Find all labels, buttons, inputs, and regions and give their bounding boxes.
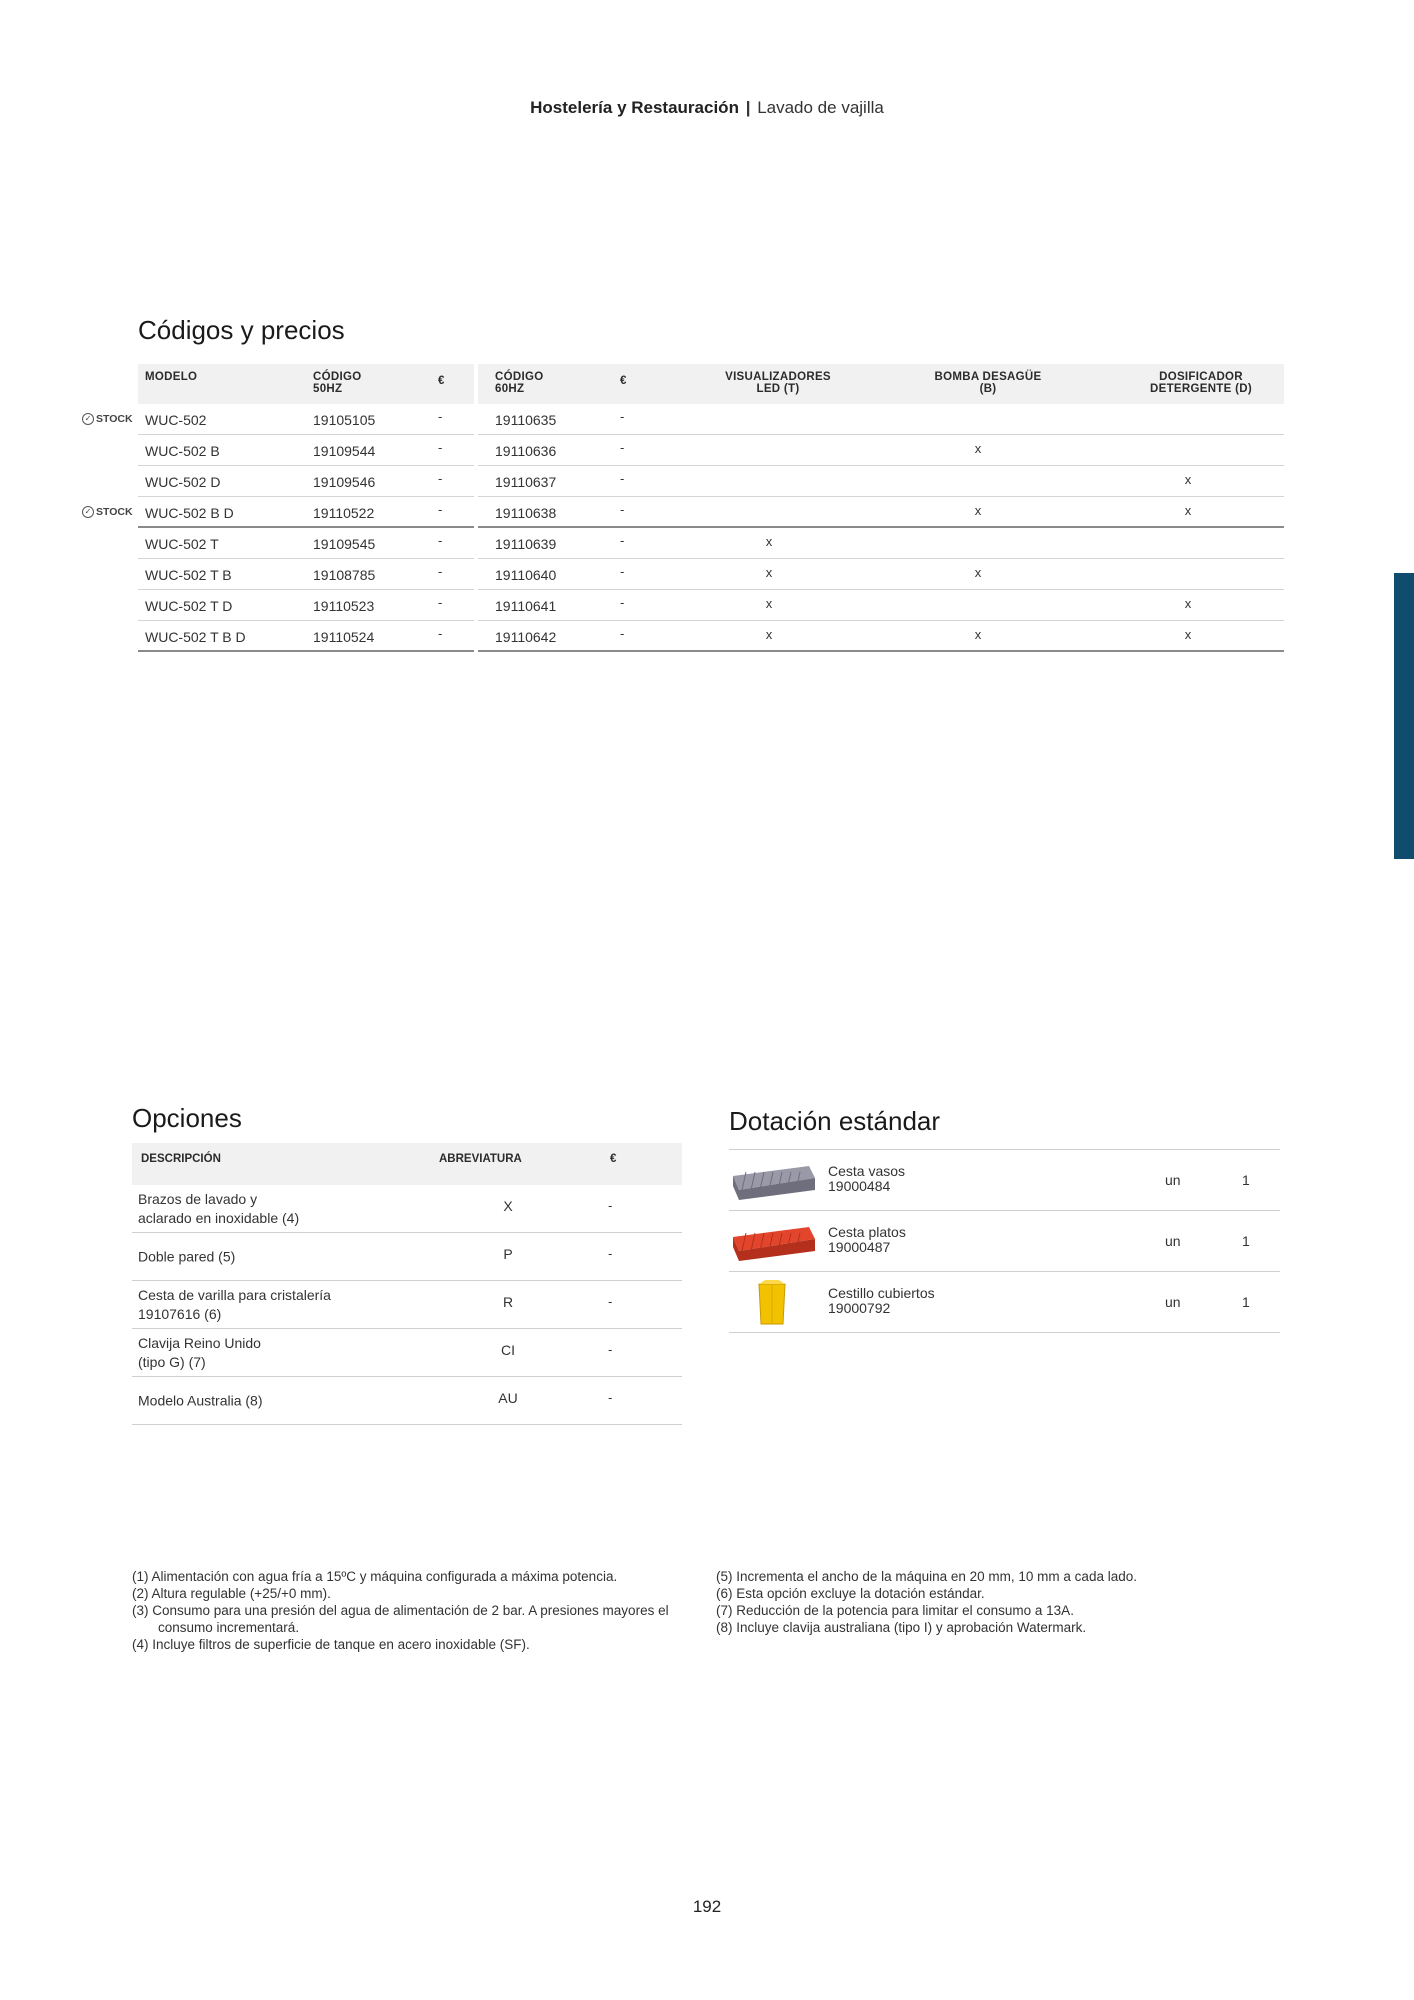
code-60hz-cell: 19110640: [495, 567, 557, 583]
code-50hz-cell: 19109544: [313, 443, 376, 459]
standard-item-row: [729, 1150, 1280, 1211]
option-row: [132, 1185, 682, 1233]
footnote: (3) Consumo para una presión del agua de alimentación de 2 bar. A presiones mayores el: [132, 1603, 669, 1618]
item-unit: un: [1165, 1294, 1181, 1310]
item-quantity: 1: [1242, 1233, 1250, 1249]
standard-item-row: [729, 1272, 1280, 1333]
stock-label: STOCK: [96, 413, 133, 425]
option-description: [138, 1286, 398, 1324]
standard-item-name: [828, 1225, 906, 1255]
price-50hz-cell: -: [438, 595, 443, 610]
price-60hz-cell: -: [620, 533, 625, 548]
option-row: [132, 1233, 682, 1281]
price-50hz-cell: -: [438, 440, 443, 455]
footnote: (5) Incrementa el ancho de la máquina en 20 mm, 10 mm a cada lado.: [716, 1569, 1137, 1584]
options-table: [132, 1143, 682, 1425]
option-price: -: [608, 1246, 613, 1261]
led-mark: x: [765, 596, 773, 611]
price-50hz-cell: -: [438, 409, 443, 424]
price-60hz-cell: -: [620, 440, 625, 455]
price-50hz-cell: -: [438, 626, 443, 641]
col-modelo: MODELO: [145, 371, 198, 383]
options-header: [132, 1143, 682, 1185]
col-codigo-50hz: CÓDIGO 50HZ: [313, 371, 362, 395]
standard-item-name: [828, 1286, 935, 1316]
option-price: -: [608, 1390, 613, 1405]
grey-glass-rack-image: [729, 1156, 817, 1204]
check-circle-icon: ✓: [82, 413, 94, 425]
option-desc-line: (tipo G) (7): [138, 1353, 206, 1370]
header-section: Hostelería y Restauración: [530, 98, 739, 117]
standard-title: Dotación estándar: [729, 1106, 941, 1136]
bomba-mark: x: [974, 503, 982, 518]
stock-label: STOCK: [96, 506, 133, 518]
item-name: Cestillo cubiertos: [828, 1285, 935, 1301]
option-abbreviation: R: [502, 1294, 514, 1310]
bomba-mark: x: [974, 565, 982, 580]
red-plate-rack-image: [729, 1217, 817, 1265]
option-abbreviation: P: [503, 1246, 513, 1262]
code-50hz-cell: 19110523: [313, 598, 375, 614]
footnote: (6) Esta opción excluye la dotación estándar.: [716, 1586, 985, 1601]
stock-badge: [82, 413, 133, 425]
col-led: VISUALIZADORES LED (T): [725, 371, 831, 395]
code-60hz-cell: 19110639: [495, 536, 557, 552]
led-mark: x: [765, 534, 773, 549]
code-50hz-cell: 19105105: [313, 412, 376, 428]
col-dosificador: DOSIFICADOR DETERGENTE (D): [1150, 371, 1252, 395]
option-abbreviation: AU: [498, 1390, 518, 1406]
bomba-mark: x: [974, 627, 982, 642]
check-circle-icon: ✓: [82, 506, 94, 518]
code-50hz-cell: 19109546: [313, 474, 376, 490]
code-60hz-cell: 19110637: [495, 474, 557, 490]
dosif-mark: x: [1184, 596, 1192, 611]
price-50hz-cell: -: [438, 533, 443, 548]
code-50hz-cell: 19108785: [313, 567, 376, 583]
footnote: consumo incrementará.: [158, 1620, 300, 1635]
item-quantity: 1: [1242, 1172, 1250, 1188]
col-abreviatura: ABREVIATURA: [439, 1153, 522, 1165]
header-subsection: Lavado de vajilla: [757, 98, 884, 117]
price-60hz-cell: -: [620, 626, 625, 641]
notes-left: [132, 1568, 692, 1653]
standard-item-row: [729, 1211, 1280, 1272]
header-separator: |: [745, 98, 751, 117]
item-unit: un: [1165, 1233, 1181, 1249]
option-abbreviation: X: [503, 1198, 513, 1214]
page-header: [0, 98, 1414, 118]
option-price: -: [608, 1294, 613, 1309]
option-row: [132, 1281, 682, 1329]
code-60hz-cell: 19110641: [495, 598, 557, 614]
code-60hz-cell: 19110635: [495, 412, 557, 428]
led-mark: x: [765, 565, 773, 580]
price-row: [84, 497, 1284, 528]
col-bomba: BOMBA DESAGÜE (B): [934, 371, 1042, 395]
dosif-mark: x: [1184, 627, 1192, 642]
item-code: 19000484: [828, 1178, 891, 1194]
price-60hz-cell: -: [620, 409, 625, 424]
footnote: (4) Incluye filtros de superficie de tanque en acero inoxidable (SF).: [132, 1637, 530, 1652]
price-50hz-cell: -: [438, 502, 443, 517]
code-50hz-cell: 19110524: [313, 629, 375, 645]
model-cell: WUC-502 T D: [145, 598, 233, 614]
code-50hz-cell: 19109545: [313, 536, 376, 552]
price-row: [138, 590, 1284, 621]
option-desc-line: Brazos de lavado y: [138, 1190, 258, 1207]
bomba-mark: x: [974, 441, 982, 456]
option-description: [138, 1247, 398, 1266]
header-block-50hz: [138, 364, 474, 404]
footnote: (2) Altura regulable (+25/+0 mm).: [132, 1586, 331, 1601]
dosif-mark: x: [1184, 503, 1192, 518]
option-description: [138, 1391, 398, 1410]
model-cell: WUC-502 D: [145, 474, 221, 490]
options-title: Opciones: [132, 1103, 242, 1133]
option-row: [132, 1329, 682, 1377]
standard-item-name: [828, 1164, 905, 1194]
option-desc-line: Modelo Australia (8): [138, 1392, 263, 1408]
code-50hz-cell: 19110522: [313, 505, 375, 521]
page-number: 192: [692, 1897, 722, 1916]
footnote: (7) Reducción de la potencia para limitar el consumo a 13A.: [716, 1603, 1074, 1618]
price-row: [138, 559, 1284, 590]
col-eur-60hz: €: [620, 375, 627, 387]
model-cell: WUC-502 T: [145, 536, 219, 552]
code-60hz-cell: 19110636: [495, 443, 557, 459]
price-60hz-cell: -: [620, 502, 625, 517]
price-row: [138, 466, 1284, 497]
option-desc-line: Doble pared (5): [138, 1248, 236, 1264]
stock-badge: [82, 506, 133, 518]
price-row: [138, 621, 1284, 652]
standard-table: [729, 1149, 1280, 1333]
option-desc-line: 19107616 (6): [138, 1305, 222, 1322]
model-cell: WUC-502 T B D: [145, 629, 246, 645]
option-price: -: [608, 1198, 613, 1213]
option-row: [132, 1377, 682, 1425]
option-abbreviation: CI: [501, 1342, 515, 1358]
row-divider: [138, 650, 474, 652]
option-price: -: [608, 1342, 613, 1357]
yellow-cutlery-basket-image: [729, 1278, 817, 1326]
option-desc-line: Clavija Reino Unido: [138, 1334, 261, 1351]
prices-title: Códigos y precios: [138, 315, 345, 345]
model-cell: WUC-502 B D: [145, 505, 234, 521]
option-desc-line: aclarado en inoxidable (4): [138, 1209, 300, 1226]
dosif-mark: x: [1184, 472, 1192, 487]
price-50hz-cell: -: [438, 564, 443, 579]
notes-right: [716, 1568, 1316, 1636]
option-desc-line: Cesta de varilla para cristalería: [138, 1286, 331, 1303]
model-cell: WUC-502 T B: [145, 567, 232, 583]
price-row: [84, 404, 1284, 435]
option-description: [138, 1334, 398, 1372]
item-quantity: 1: [1242, 1294, 1250, 1310]
chapter-tab: [1394, 573, 1414, 859]
prices-header: [138, 364, 1284, 404]
option-description: [138, 1190, 398, 1228]
item-code: 19000792: [828, 1300, 891, 1316]
code-60hz-cell: 19110638: [495, 505, 557, 521]
model-cell: WUC-502: [145, 412, 207, 428]
item-name: Cesta vasos: [828, 1163, 906, 1179]
col-codigo-60hz: CÓDIGO 60HZ: [495, 371, 544, 395]
item-code: 19000487: [828, 1239, 891, 1255]
led-mark: x: [765, 627, 773, 642]
prices-table: [84, 364, 1284, 652]
model-cell: WUC-502 B: [145, 443, 220, 459]
col-eur-50hz: €: [438, 375, 445, 387]
footnote: (1) Alimentación con agua fría a 15ºC y máquina configurada a máxima potencia.: [132, 1569, 618, 1584]
price-60hz-cell: -: [620, 471, 625, 486]
footnote: (8) Incluye clavija australiana (tipo I) y aprobación Watermark.: [716, 1620, 1087, 1635]
price-50hz-cell: -: [438, 471, 443, 486]
price-row: [138, 528, 1284, 559]
price-60hz-cell: -: [620, 564, 625, 579]
col-descripcion: DESCRIPCIÓN: [141, 1153, 221, 1165]
code-60hz-cell: 19110642: [495, 629, 557, 645]
col-eur: €: [610, 1153, 617, 1165]
price-row: [138, 435, 1284, 466]
item-name: Cesta platos: [828, 1224, 906, 1240]
row-divider: [660, 650, 1284, 652]
price-60hz-cell: -: [620, 595, 625, 610]
item-unit: un: [1165, 1172, 1181, 1188]
